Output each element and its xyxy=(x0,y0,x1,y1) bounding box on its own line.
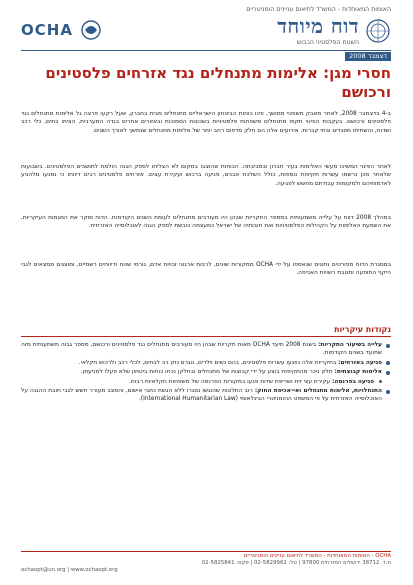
footer-rule xyxy=(21,551,391,552)
ocha-wordmark: OCHA xyxy=(21,21,73,39)
report-subtitle: השטח הפלסטיני הכבוש xyxy=(296,39,359,46)
un-emblem-icon xyxy=(365,18,391,44)
list-item xyxy=(21,368,391,376)
bullet-lead: אלימות קבוצתית: xyxy=(334,369,382,376)
list-item xyxy=(21,359,391,367)
bullet-text: בשנת 2008 תיעד OCHA מאות תקריות שבהן היו מעורבים מתנחלים נגד פלסטינים ורכושם, מספר גבוה משמעותית מזה שתועד בשנים הקודמות. xyxy=(21,342,382,357)
bullet-lead: פגיעה בפרנסה: xyxy=(331,378,374,385)
footer-org: OCHA - האומות המאוחדות - המשרד לתיאום עניינים הומניטריים xyxy=(243,553,391,559)
footer xyxy=(21,553,391,575)
bullet-text: רוב התלונות שהוגשו נסגרו ללא הגשת כתבי אישום, והמצב מעורר חשש לגבי חובת ההגנה על האוכלוסייה האזרחית על פי המשפט ההומניטרי הבינלאומי (International Humanitarian Law). xyxy=(21,388,382,403)
paragraph-2: לאחר הפינוי המשיכו מעשי האלימות בעיר חברון ובסביבתה. הכוחות שהוצבו במקום לא הצליחו לספק הגנה הולמת לתושבים הפלסטינים. בשבועות שלאחר מכן נרשמו עשרות תקיפות נוספות, כולל השלכת אבנים, פגיעה ברכוש ועקירת עצים. אזרחים פלסטינים רבים דיווחו כי נמנעו מלהגיע לאדמותיהם ולמקומות עבודתם מחשש לפגיעה. xyxy=(21,164,391,187)
list-item xyxy=(21,378,391,386)
list-item xyxy=(21,341,391,358)
report-header xyxy=(21,14,391,50)
bullet-lead: התנחלויות, אלימות מתנחלים ואי-אכיפת החוק: xyxy=(254,388,382,395)
org-line: האומות המאוחדות - המשרד לתיאום עניינים הומניטריים xyxy=(246,6,391,13)
ocha-brand xyxy=(21,19,103,41)
title-block xyxy=(277,14,359,47)
bullet-lead: פגיעה באזרחים: xyxy=(338,359,382,366)
ocha-logo-icon xyxy=(79,19,103,41)
footer-address: ת.ד. 38712 ירושלים המזרחית 97800 | טל: 02-5829962 | פקס: 02-5825841 xyxy=(201,560,391,567)
headline: חסרי מגן: אלימות מתנחלים נגד אזרחים פלסטינים ורכושם xyxy=(45,64,391,101)
bullet-text: עקירת עצי זית ושריפת שדות פגעו במקורות הפרנסה של משפחות חקלאיות רבות. xyxy=(129,378,331,385)
bullet-lead: עלייה בשיעור התקריות: xyxy=(318,342,383,348)
footer-contact: ochaopt@un.org | www.ochaopt.org xyxy=(21,567,118,574)
paragraph-4: במסגרת הדוח מפורטים נתונים שנאספו על ידי OCHA ממקורות שונים, לרבות ארגוני זכויות אדם, גורמי שטח ודיווחים רשמיים, ומוצגים ממצאים לגבי היקף התופעה ותגובת רשויות האכיפה. xyxy=(21,262,391,277)
key-points-list xyxy=(21,341,391,405)
bullet-text: חלק ניכר מהתקיפות בוצע על ידי קבוצות של מתנחלים ובחלקן נכחו כוחות ביטחון שלא פעלו למניעתן. xyxy=(80,369,333,376)
key-points-title: נקודות עיקריות xyxy=(334,325,391,334)
bullet-text: בתקריות אלה נפגעו עשרות פלסטינים, בהם נשים וילדים, ונגרם נזק רב לבתים, לכלי רכב ולרכוש חקלאי. xyxy=(78,359,337,366)
report-title: דוח מיוחד xyxy=(277,14,359,38)
paragraph-3: במהלך 2008 דווח על עלייה משמעותית במספר התקריות שבהן היו מעורבים מתנחלים לעומת השנים הקודמות. הדוח סוקר את המגמות העיקריות, את השפעת האלימות על הקהילות הפלסטיניות ואת חובותיה של ישראל כמעצמה כובשת לספק הגנה לאוכלוסייה האזרחית. xyxy=(21,215,391,230)
header-rule xyxy=(21,50,391,51)
section-rule xyxy=(21,336,391,337)
date-badge: דצמבר 2008 xyxy=(345,52,391,61)
list-item xyxy=(21,387,391,404)
paragraph-1: ב-4 בדצמבר 2008, לאחר מאבק משפטי ממושך, פינו כוחות הביטחון הישראליים מתנחלים מבית בחברון, שעל רקעו פרצה גל אלימות מתנחלים נגד פלסטינים ורכושם. בעקבות הפינוי תקפו מתנחלים משפחות פלסטיניות בשכונות הסמוכות ובאזורים אחרים בגדה המערבית, הציתו בתים, כלי רכב ושדות, והשחיתו מסגדים ובתי קברות. אירועים אלה הם חלק מדפוס רחב יותר של אלימות מתנחלים שנמשך לאורך השנים. xyxy=(21,111,392,134)
